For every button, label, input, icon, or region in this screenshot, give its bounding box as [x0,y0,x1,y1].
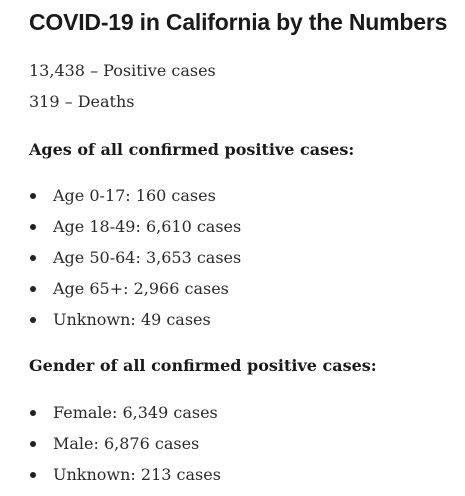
positive-cases-stat: 13,438 – Positive cases [29,61,216,80]
list-item-text: Age 50-64: 3,653 cases [53,248,242,267]
gender-heading: Gender of all confirmed positive cases: [29,356,377,375]
list-item-text: Unknown: 49 cases [53,310,211,329]
bullet-icon [30,193,36,199]
list-item-text: Age 0-17: 160 cases [53,186,216,205]
deaths-stat: 319 – Deaths [29,92,135,111]
bullet-icon [30,441,36,447]
list-item-text: Female: 6,349 cases [53,403,218,422]
list-item-text: Age 65+: 2,966 cases [53,279,229,298]
list-item-text: Age 18-49: 6,610 cases [53,217,242,236]
list-item-text: Unknown: 213 cases [53,465,221,484]
page-title: COVID-19 in California by the Numbers [29,9,448,35]
ages-heading: Ages of all confirmed positive cases: [29,140,355,159]
bullet-icon [30,255,36,261]
bullet-icon [30,286,36,292]
bullet-icon [30,410,36,416]
bullet-icon [30,224,36,230]
bullet-icon [30,317,36,323]
list-item-text: Male: 6,876 cases [53,434,200,453]
bullet-icon [30,472,36,478]
